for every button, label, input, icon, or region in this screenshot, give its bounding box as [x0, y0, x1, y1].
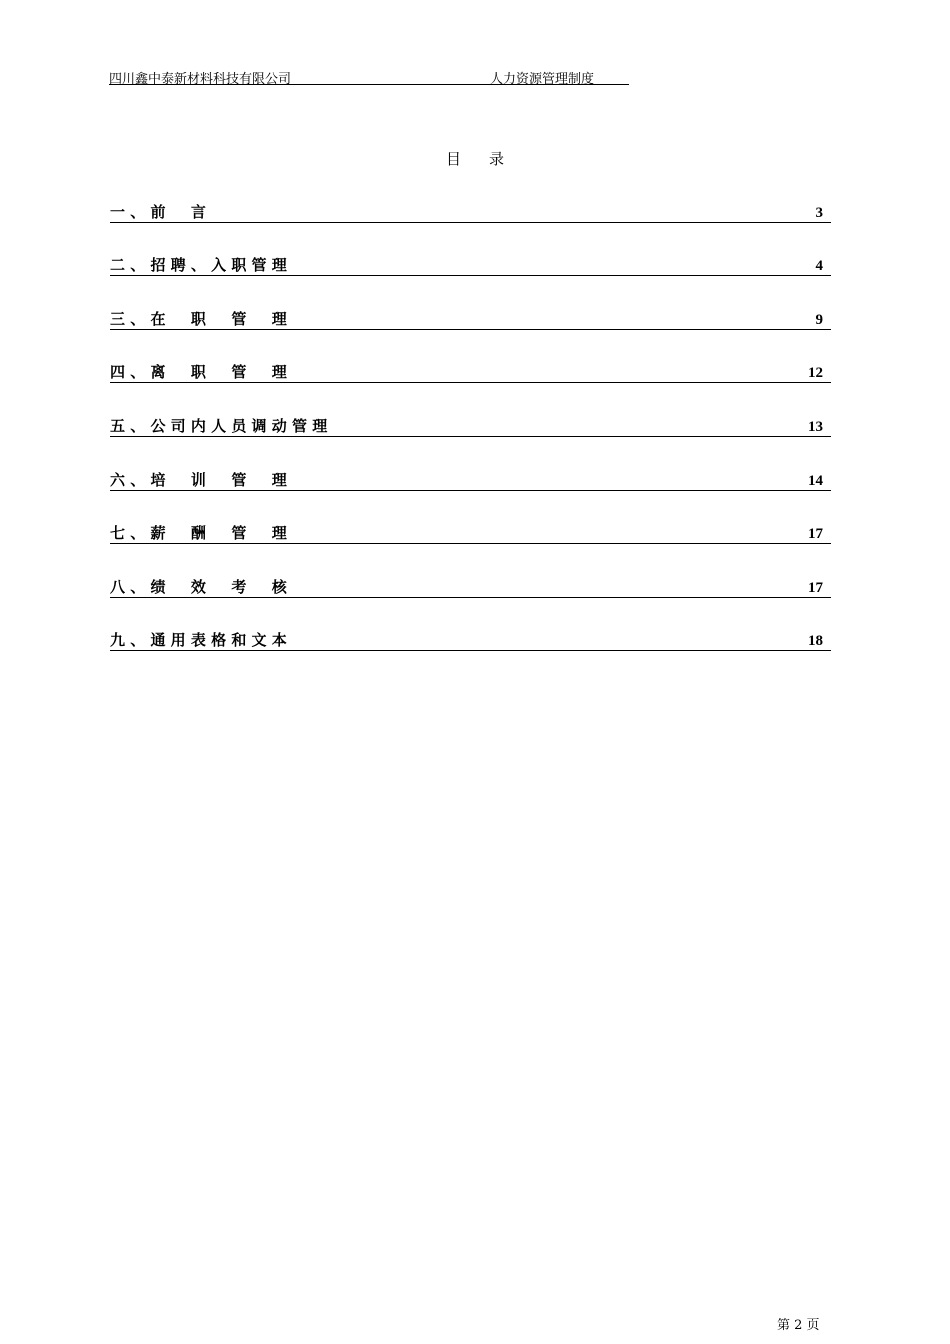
toc-title	[0, 148, 950, 169]
toc-entry-9[interactable]	[110, 628, 831, 651]
toc-title-right: 录	[489, 150, 505, 168]
toc-entry-label: 四 、 离 职 管 理	[110, 363, 287, 381]
toc-entry-label: 六 、 培 训 管 理	[110, 471, 287, 489]
toc-entry-label: 二 、 招 聘 、 入 职 管 理	[110, 256, 287, 274]
toc-entry-page: 14	[808, 473, 823, 489]
toc-entry-2[interactable]	[110, 253, 831, 276]
toc-entry-1[interactable]	[110, 200, 831, 223]
page-header	[109, 66, 629, 85]
toc-entry-5[interactable]	[110, 414, 831, 437]
toc-entry-page: 18	[808, 633, 823, 649]
toc-entry-page: 4	[815, 258, 823, 274]
toc-entry-6[interactable]	[110, 468, 831, 491]
toc-entry-page: 17	[808, 526, 823, 542]
toc-entry-label: 七 、 薪 酬 管 理	[110, 524, 287, 542]
header-doc-title: 人力资源管理制度	[490, 72, 595, 87]
toc-entry-label: 一 、 前 言	[110, 203, 206, 221]
toc-entry-page: 17	[808, 580, 823, 596]
toc-entry-4[interactable]	[110, 360, 831, 383]
toc-entry-7[interactable]	[110, 521, 831, 544]
toc-entry-label: 三 、 在 职 管 理	[110, 310, 287, 328]
header-company: 四川鑫中泰新材料科技有限公司	[109, 72, 292, 87]
toc-entry-3[interactable]	[110, 307, 831, 330]
page-number: 第 2 页	[777, 1318, 820, 1333]
toc-entry-page: 12	[808, 365, 823, 381]
toc-entry-label: 八 、 绩 效 考 核	[110, 578, 287, 596]
toc-entry-page: 13	[808, 419, 823, 435]
toc-entry-label: 五 、 公 司 内 人 员 调 动 管 理	[110, 417, 328, 435]
toc-entry-page: 3	[815, 205, 823, 221]
toc-entry-page: 9	[815, 312, 823, 328]
toc-title-left: 目	[445, 150, 461, 168]
toc-entry-8[interactable]	[110, 575, 831, 598]
toc-entry-label: 九 、 通 用 表 格 和 文 本	[110, 631, 287, 649]
